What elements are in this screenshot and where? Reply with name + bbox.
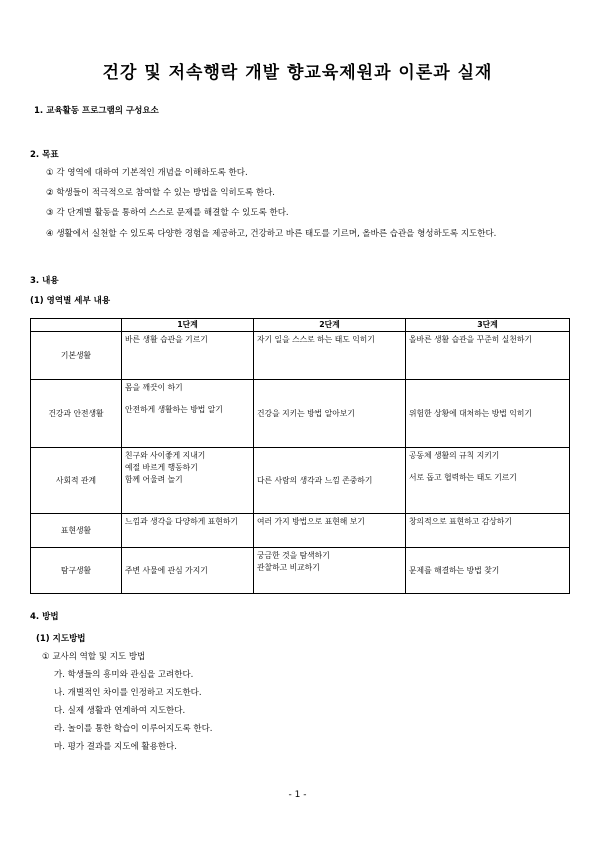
table-header-row <box>31 319 570 332</box>
table-cell: 자기 일을 스스로 하는 태도 익히기 <box>254 332 406 380</box>
table-row <box>31 448 570 514</box>
table-cell: 느낌과 생각을 다양하게 표현하기 <box>122 514 254 548</box>
table-cell: 위험한 상황에 대처하는 방법 익히기 <box>406 380 570 448</box>
table-cell: 공동체 생활의 규칙 지키기 서로 돕고 협력하는 태도 기르기 <box>406 448 570 514</box>
page-number: - 1 - <box>288 790 307 800</box>
table-header-cell: 1단계 <box>122 319 254 332</box>
document-title: 건강 및 저속행락 개발 향교육제원과 이론과 실재 <box>102 63 493 83</box>
section-heading: 2. 목표 <box>30 150 59 160</box>
section-heading: 1. 교육활동 프로그램의 구성요소 <box>34 106 159 116</box>
table-row <box>31 514 570 548</box>
subsection-heading: (1) 영역별 세부 내용 <box>30 296 111 306</box>
list-item: 라. 놀이를 통한 학습이 이루어지도록 한다. <box>54 724 213 734</box>
list-item: ① 각 영역에 대하여 기본적인 개념을 이해하도록 한다. <box>46 168 248 178</box>
list-lead: ① 교사의 역할 및 지도 방법 <box>42 652 146 662</box>
list-item: 가. 학생들의 흥미와 관심을 고려한다. <box>54 670 194 680</box>
section-heading: 3. 내용 <box>30 276 59 286</box>
table-cell: 문제를 해결하는 방법 찾기 <box>406 548 570 594</box>
table-row <box>31 548 570 594</box>
table-cell: 다른 사람의 생각과 느낌 존중하기 <box>254 448 406 514</box>
list-item: 마. 평가 결과를 지도에 활용한다. <box>54 742 177 752</box>
table-cell: 창의적으로 표현하고 감상하기 <box>406 514 570 548</box>
row-label: 사회적 관계 <box>31 448 122 514</box>
list-item: ② 학생들이 적극적으로 참여할 수 있는 방법을 익히도록 한다. <box>46 188 276 198</box>
row-label: 표현생활 <box>31 514 122 548</box>
row-label: 건강과 안전생활 <box>31 380 122 448</box>
table-row <box>31 332 570 380</box>
content-table <box>30 318 570 594</box>
table-cell: 여러 가지 방법으로 표현해 보기 <box>254 514 406 548</box>
table-header-cell: 3단계 <box>406 319 570 332</box>
row-label: 탐구생활 <box>31 548 122 594</box>
list-item: 다. 실제 생활과 연계하여 지도한다. <box>54 706 186 716</box>
row-label: 기본생활 <box>31 332 122 380</box>
table-header-cell <box>31 319 122 332</box>
subsection-heading: (1) 지도방법 <box>36 634 86 644</box>
table-cell: 친구와 사이좋게 지내기 예절 바르게 행동하기 함께 어울려 놀기 <box>122 448 254 514</box>
table-header-cell: 2단계 <box>254 319 406 332</box>
table-cell: 올바른 생활 습관을 꾸준히 실천하기 <box>406 332 570 380</box>
table-cell: 바른 생활 습관을 기르기 <box>122 332 254 380</box>
list-item: ④ 생활에서 실천할 수 있도록 다양한 경험을 제공하고, 건강하고 바른 태도를 기르며, 올바른 습관을 형성하도록 지도한다. <box>46 229 497 239</box>
list-item: 나. 개별적인 차이를 인정하고 지도한다. <box>54 688 202 698</box>
table-cell: 주변 사물에 관심 가지기 <box>122 548 254 594</box>
section-heading: 4. 방법 <box>30 612 59 622</box>
table-cell: 몸을 깨끗이 하기 안전하게 생활하는 방법 알기 <box>122 380 254 448</box>
table-cell: 궁금한 것을 탐색하기 관찰하고 비교하기 <box>254 548 406 594</box>
table-row <box>31 380 570 448</box>
table-cell: 건강을 지키는 방법 알아보기 <box>254 380 406 448</box>
list-item: ③ 각 단계별 활동을 통하여 스스로 문제를 해결할 수 있도록 한다. <box>46 208 289 218</box>
